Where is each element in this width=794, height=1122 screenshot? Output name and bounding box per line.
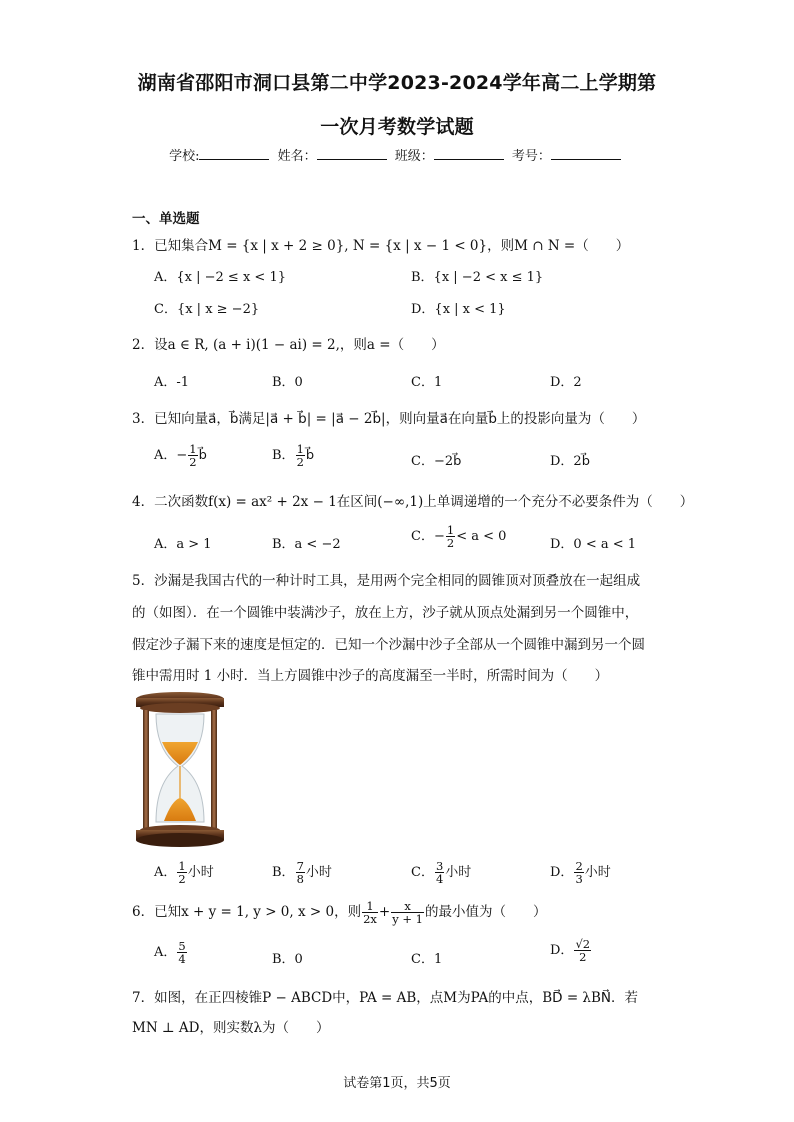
- name-blank[interactable]: [317, 147, 387, 160]
- question-5-line-2: 的（如图）．在一个圆锥中装满沙子，放在上方，沙子就从顶点处漏到另一个圆锥中，: [132, 605, 639, 621]
- q6-option-d: [550, 938, 592, 963]
- question-6: [132, 900, 546, 925]
- q5-d-den: 3: [575, 872, 583, 887]
- number-blank[interactable]: [551, 147, 621, 160]
- page-footer: 试卷第1页，共5页: [343, 1076, 451, 1091]
- q6-d-fraction: [574, 938, 591, 963]
- q6-fraction-2: [391, 900, 424, 925]
- question-3: 3．已知向量a⃗，b⃗满足|a⃗ + b⃗| = |a⃗ − 2b⃗|，则向量a⃗在向量b⃗上的投影向量为（ ）: [132, 411, 646, 427]
- section-heading: 一、单选题: [132, 211, 200, 227]
- class-blank[interactable]: [434, 147, 504, 160]
- q5-option-a: [154, 860, 214, 885]
- q1-option-d: D．{x | x < 1}: [411, 302, 506, 317]
- q6-f1-num: 1: [362, 900, 378, 913]
- q2-option-a: A．-1: [154, 375, 190, 390]
- q6-fraction-1: [362, 900, 378, 925]
- q6-a-den: 4: [178, 952, 186, 967]
- q2-option-d: D．2: [550, 375, 582, 390]
- q6-plus: +: [378, 904, 391, 921]
- q6-f2-den: y + 1: [392, 912, 423, 927]
- q3-option-b: [272, 443, 314, 468]
- q3-option-c: C．−2b⃗: [411, 454, 462, 469]
- q4-c-tail: < a < 0: [456, 529, 507, 545]
- question-7-line-2: MN ⊥ AD，则实数λ为（ ）: [132, 1020, 330, 1036]
- q1-option-c: C．{x | x ≥ −2}: [154, 302, 260, 317]
- q5-option-b: [272, 860, 332, 885]
- q6-d-den: 2: [579, 950, 587, 965]
- q3-b-num: 1: [296, 442, 304, 456]
- question-5-line-1: 5．沙漏是我国古代的一种计时工具，是用两个完全相同的圆锥顶对顶叠放在一起组成: [132, 573, 641, 589]
- q4-c-label: C．: [411, 529, 434, 545]
- q3-a-sign: −: [176, 448, 188, 464]
- q5-d-label: D．: [550, 865, 574, 881]
- q6-prefix: 6．已知x + y = 1, y > 0, x > 0，则: [132, 904, 362, 921]
- school-blank[interactable]: [199, 147, 269, 160]
- q4-c-den: 2: [446, 536, 455, 551]
- q3-option-d: D．2b⃗: [550, 454, 590, 469]
- number-label: 考号：: [511, 149, 551, 164]
- q3-b-fraction: [296, 443, 305, 468]
- q5-d-fraction: [574, 860, 583, 885]
- q6-d-label: D．: [550, 943, 574, 959]
- q3-a-tail: b⃗: [198, 448, 207, 464]
- q2-option-b: B．0: [272, 375, 303, 390]
- student-info-line: [0, 145, 794, 164]
- q3-a-num: 1: [189, 442, 197, 456]
- q6-f2-num: x: [391, 900, 424, 913]
- q1-option-b: B．{x | −2 < x ≤ 1}: [411, 270, 544, 285]
- question-5-line-3: 假定沙子漏下来的速度是恒定的．已知一个沙漏中沙子全部从一个圆锥中漏到另一个圆: [132, 637, 645, 653]
- q5-b-label: B．: [272, 865, 295, 881]
- school-label: 学校:: [169, 149, 200, 164]
- hourglass-image: [134, 690, 226, 848]
- q5-d-num: 2: [575, 859, 583, 873]
- class-label: 班级：: [394, 149, 434, 164]
- question-7-line-1: 7．如图，在正四棱锥P − ABCD中，PA = AB，点M为PA的中点，BD⃗ = λBN⃗．若: [132, 990, 638, 1006]
- q5-option-c: [411, 860, 471, 885]
- q3-a-fraction: [188, 443, 197, 468]
- q5-b-num: 7: [296, 859, 304, 873]
- q4-c-sign: −: [433, 529, 445, 545]
- q5-c-tail: 小时: [445, 865, 472, 881]
- q1-option-a: A．{x | −2 ≤ x < 1}: [154, 270, 286, 285]
- q6-a-fraction: [177, 940, 186, 965]
- q6-option-a: [154, 940, 188, 965]
- q6-option-b: B．0: [272, 952, 303, 967]
- q3-option-a: [154, 443, 207, 468]
- q4-option-b: B．a < −2: [272, 537, 341, 552]
- title-line-2: 一次月考数学试题: [320, 116, 474, 138]
- question-1: 1．已知集合M = {x | x + 2 ≥ 0}, N = {x | x − 1 < 0}，则M ∩ N =（ ）: [132, 238, 630, 254]
- q3-b-den: 2: [296, 455, 304, 470]
- name-label: 姓名：: [277, 149, 317, 164]
- q5-b-tail: 小时: [305, 865, 332, 881]
- q5-c-num: 3: [435, 859, 444, 873]
- q5-a-tail: 小时: [187, 865, 214, 881]
- q5-c-label: C．: [411, 865, 434, 881]
- q5-a-fraction: [177, 860, 186, 885]
- q5-c-fraction: [435, 860, 444, 885]
- q5-option-d: [550, 860, 611, 885]
- q6-a-label: A．: [154, 945, 177, 961]
- q3-a-den: 2: [189, 455, 197, 470]
- q5-d-tail: 小时: [584, 865, 611, 881]
- q2-option-c: C．1: [411, 375, 443, 390]
- q4-c-num: 1: [446, 523, 455, 537]
- q3-b-label: B．: [272, 448, 295, 464]
- q5-c-den: 4: [435, 872, 444, 887]
- q4-option-c: [411, 524, 506, 549]
- q4-c-fraction: [446, 524, 455, 549]
- q6-d-num: √2: [575, 937, 591, 951]
- question-2: 2．设a ∈ R, (a + i)(1 − ai) = 2,，则a =（ ）: [132, 337, 445, 353]
- q6-option-c: C．1: [411, 952, 443, 967]
- q4-option-a: A．a > 1: [154, 537, 212, 552]
- q5-a-den: 2: [178, 872, 186, 887]
- q6-a-num: 5: [178, 939, 186, 953]
- q6-f1-den: 2x: [363, 912, 377, 927]
- q6-suffix: 的最小值为（ ）: [424, 904, 547, 921]
- q5-b-fraction: [296, 860, 305, 885]
- q4-option-d: D．0 < a < 1: [550, 537, 637, 552]
- q5-a-label: A．: [154, 865, 177, 881]
- title-line-1: 湖南省邵阳市洞口县第二中学2023-2024学年高二上学期第: [137, 72, 657, 94]
- q5-a-num: 1: [178, 859, 186, 873]
- question-4: 4．二次函数f(x) = ax² + 2x − 1在区间(−∞,1)上单调递增的一个充分不必要条件为（ ）: [132, 494, 694, 510]
- q3-a-label: A．: [154, 448, 177, 464]
- question-5-line-4: 锥中需用时 1 小时．当上方圆锥中沙子的高度漏至一半时，所需时间为（ ）: [132, 668, 609, 684]
- q3-b-tail: b⃗: [305, 448, 315, 464]
- q5-b-den: 8: [296, 872, 304, 887]
